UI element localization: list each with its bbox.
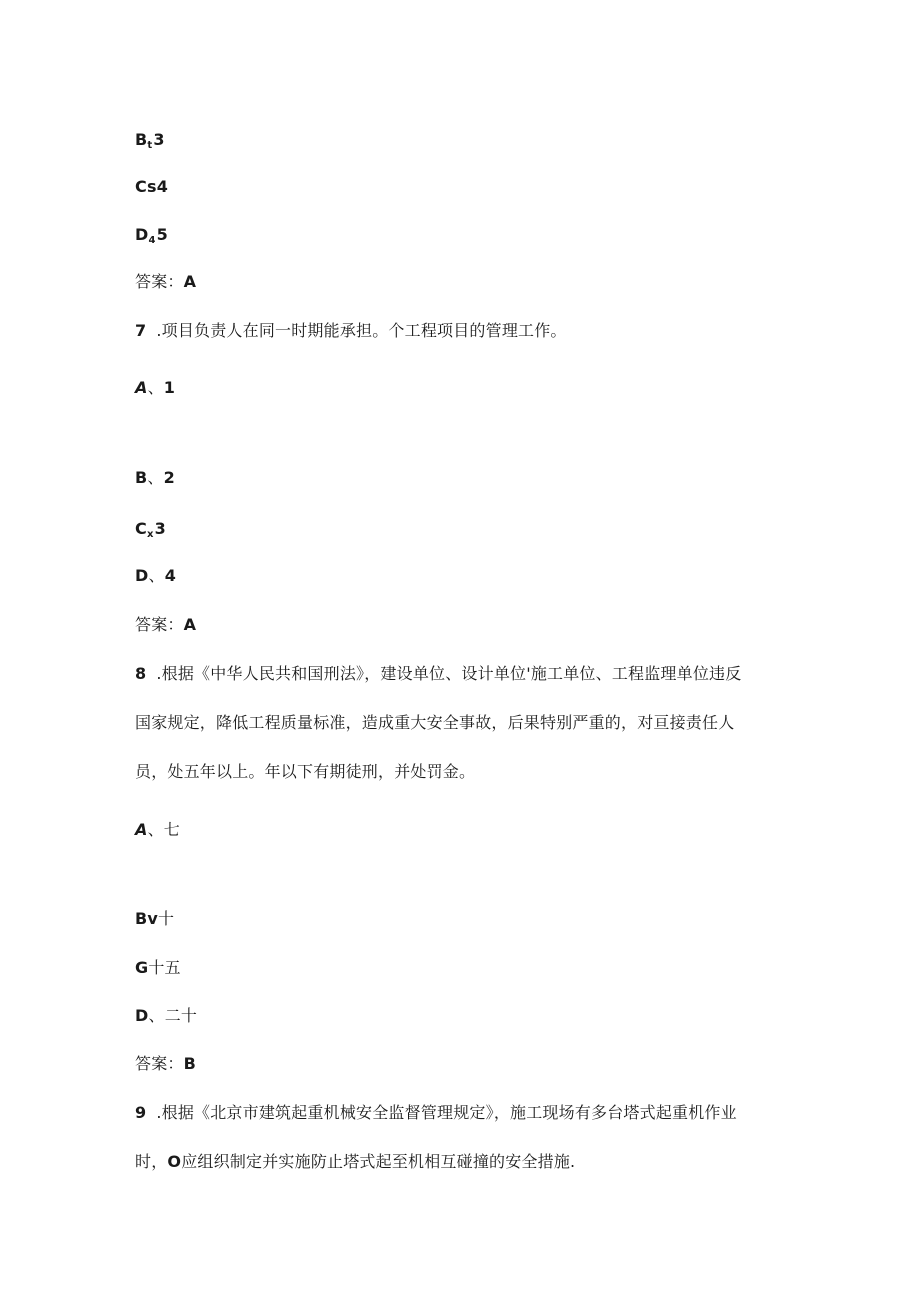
- option-letter: B: [135, 468, 148, 487]
- option-mark: t: [147, 140, 153, 151]
- option-separator: 、: [147, 820, 164, 839]
- blank-marker: O: [167, 1152, 182, 1171]
- question-9: [135, 1101, 737, 1125]
- answer-value: A: [183, 272, 197, 291]
- option-letter: D: [135, 566, 149, 585]
- option-a: [135, 818, 180, 842]
- option-letter: B: [135, 909, 148, 928]
- option-b: [135, 128, 165, 158]
- question-text-line-1: .根据《中华人民共和国刑法》，建设单位、设计单位'施工单位、工程监理单位违反: [156, 664, 742, 683]
- option-mark: 4: [148, 235, 156, 246]
- question-number: 9: [135, 1103, 147, 1122]
- option-separator: 、: [148, 1006, 165, 1025]
- option-a: [135, 376, 175, 400]
- option-value: 4: [164, 566, 177, 585]
- option-b: [135, 907, 174, 931]
- option-value: 5: [156, 225, 168, 244]
- answer-label: 答案：: [135, 615, 184, 634]
- answer-line: [135, 1052, 196, 1076]
- option-letter: B: [135, 130, 148, 149]
- option-value: 1: [163, 378, 176, 397]
- option-letter: D: [135, 1006, 149, 1025]
- answer-label: 答案：: [135, 1054, 184, 1073]
- option-value: 3: [153, 130, 165, 149]
- option-c: [135, 175, 168, 199]
- question-text-line-2: 国家规定，降低工程质量标准，造成重大安全事故，后果特别严重的，对亘接责任人: [135, 713, 735, 732]
- answer-value: B: [183, 1054, 197, 1073]
- question-number: 7: [135, 321, 147, 340]
- question-8: [135, 662, 741, 686]
- answer-line: [135, 613, 196, 637]
- answer-value: A: [183, 615, 197, 634]
- option-value: 七: [163, 820, 180, 839]
- option-letter: D: [135, 225, 149, 244]
- question-number: 8: [135, 664, 147, 683]
- option-value: 二十: [164, 1006, 198, 1025]
- text-rest: 应组织制定并实施防止塔式起至机相互碰撞的安全措施.: [181, 1152, 576, 1171]
- question-7: [135, 319, 567, 343]
- option-value: 3: [154, 519, 166, 538]
- question-text-line-1: .根据《北京市建筑起重机械安全监督管理规定》，施工现场有多台塔式起重机作业: [156, 1103, 737, 1122]
- option-mark: x: [146, 529, 154, 540]
- option-letter: C: [135, 519, 147, 538]
- option-d: [135, 1004, 197, 1028]
- option-b: [135, 466, 175, 490]
- option-letter: G: [135, 958, 149, 977]
- option-value: 4: [156, 177, 169, 196]
- question-text: .项目负责人在同一时期能承担。个工程项目的管理工作。: [156, 321, 567, 340]
- option-value: 十五: [148, 958, 181, 977]
- option-value: 十: [158, 909, 175, 928]
- option-value: 2: [163, 468, 175, 487]
- option-letter: A: [135, 820, 148, 839]
- question-text-line-3: 员，处五年以上。年以下有期徒刑，并处罚金。: [135, 762, 476, 781]
- answer-line: [135, 270, 196, 294]
- option-d: [135, 564, 176, 588]
- option-separator: 、: [147, 468, 164, 487]
- option-c: [135, 517, 166, 547]
- option-mark: s: [146, 177, 157, 196]
- option-letter: A: [135, 378, 148, 397]
- text-prefix: 时，: [135, 1152, 168, 1171]
- option-letter: C: [135, 177, 147, 196]
- option-d: [135, 223, 168, 253]
- option-separator: 、: [148, 566, 165, 585]
- question-text-line-2: [135, 1150, 575, 1174]
- option-mark: v: [147, 909, 159, 928]
- answer-label: 答案：: [135, 272, 184, 291]
- option-separator: 、: [147, 378, 164, 397]
- option-c: [135, 956, 181, 980]
